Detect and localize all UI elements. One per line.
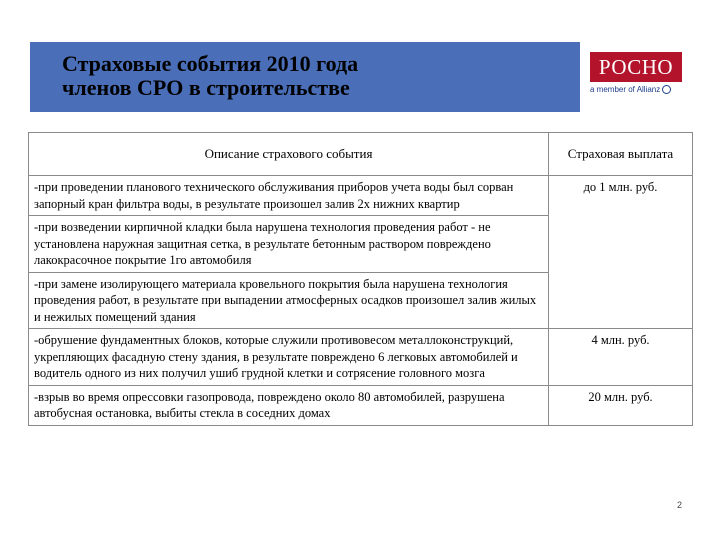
page-number: 2 — [677, 500, 683, 510]
table-row — [29, 385, 693, 425]
table-header-row — [29, 133, 693, 176]
logo-subtitle-text: a member of Allianz — [590, 85, 661, 94]
page-title — [62, 52, 358, 100]
allianz-circle-icon — [662, 85, 671, 94]
table-row — [29, 216, 693, 273]
event-description: -взрыв во время опрессовки газопровода, повреждено около 80 автомобилей, разрушена автобусная остановка, выбиты стекла в соседних домах — [29, 385, 549, 425]
title-line-1: Страховые события 2010 года — [62, 51, 359, 76]
rosno-logo — [590, 52, 686, 102]
table-row — [29, 272, 693, 329]
event-payment: до 1 млн. руб. — [549, 176, 693, 216]
event-payment: 20 млн. руб. — [549, 385, 693, 425]
header-description: Описание страхового события — [29, 133, 549, 176]
event-description: -обрушение фундаментных блоков, которые служили противовесом металлоконструкций, укрепляющих фасадную стену здания, в результате повреждено 6 легковых автомобилей и водитель одного из них получил ушиб грудной клетки и сотрясение головного мозга — [29, 329, 549, 386]
event-description: -при замене изолирующего материала кровельного покрытия была нарушена технология проведения работ, в результате при выпадении атмосферных осадков произошел залив жилых и нежилых помещений здания — [29, 272, 549, 329]
table-row — [29, 329, 693, 386]
table-row — [29, 176, 693, 216]
logo-brand: РОСНО — [590, 52, 682, 82]
insurance-events-table — [28, 132, 693, 426]
event-description: -при возведении кирпичной кладки была нарушена технология проведения работ - не установлена наружная защитная сетка, в результате бетонным раствором повреждено лакокрасочное покрытие 1го автомобиля — [29, 216, 549, 273]
logo-subtitle — [590, 85, 686, 94]
event-payment: 4 млн. руб. — [549, 329, 693, 386]
title-bar — [30, 42, 580, 112]
title-line-2: членов СРО в строительстве — [62, 75, 350, 100]
header-payment: Страховая выплата — [549, 133, 693, 176]
event-description: -при проведении планового технического обслуживания приборов учета воды был сорван запорный кран фильтра воды, в результате произошел залив 2х нижних квартир — [29, 176, 549, 216]
event-payment — [549, 216, 693, 273]
event-payment — [549, 272, 693, 329]
